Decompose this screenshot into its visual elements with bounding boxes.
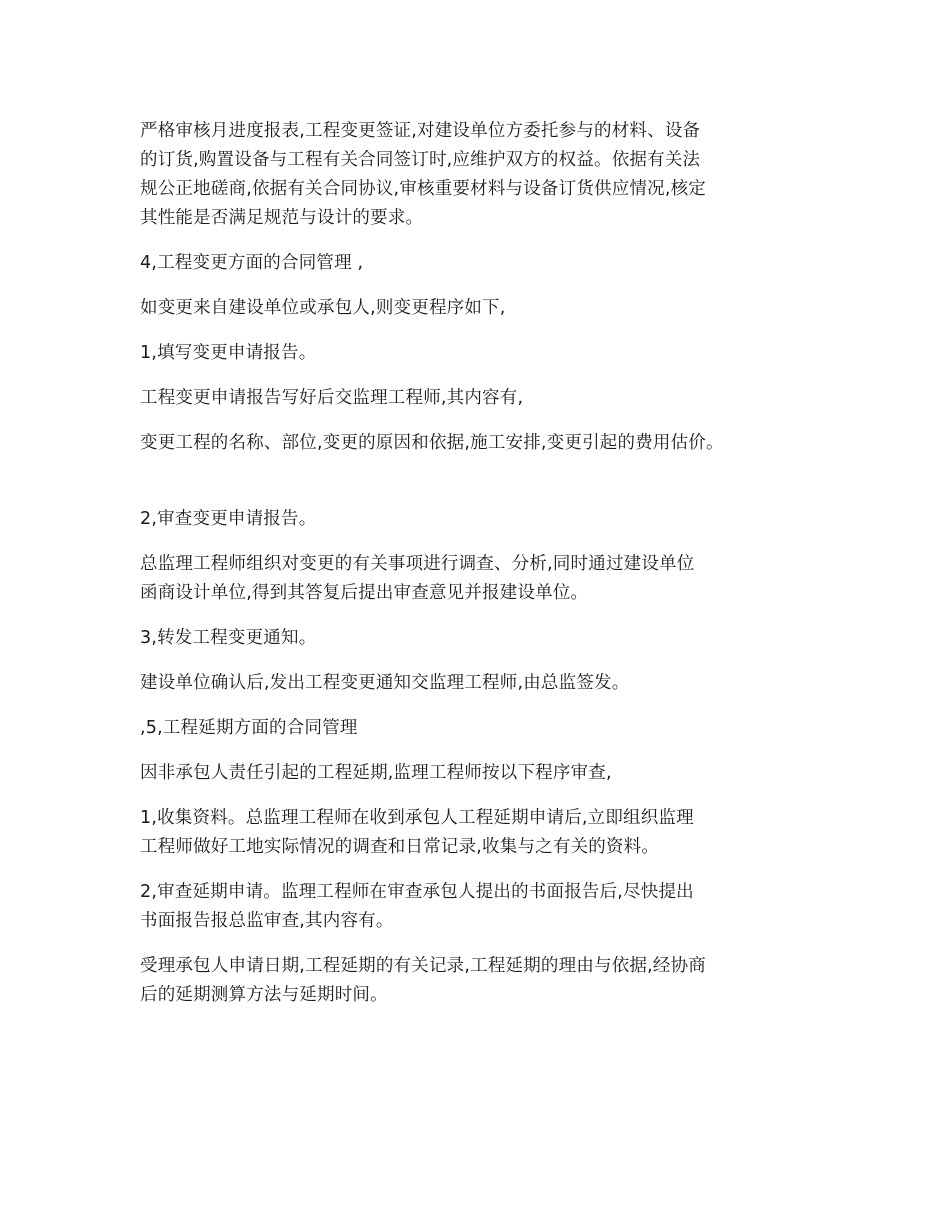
paragraph-material-review <box>140 117 830 233</box>
text-line: 其性能是否满足规范与设计的要求。 <box>140 208 424 228</box>
text-line: 规公正地磋商,依据有关合同协议,审核重要材料与设备订货供应情况,核定 <box>140 179 706 199</box>
text-line: 2,审查变更申请报告。 <box>140 509 317 529</box>
paragraph-report-submission <box>140 384 830 413</box>
paragraph-change-procedure-intro <box>140 294 830 323</box>
paragraph-report-contents <box>140 429 830 458</box>
step-heading-forward-notice <box>140 624 830 653</box>
text-line: 变更工程的名称、部位,变更的原因和依据,施工安排,变更引起的费用估价。 <box>140 433 724 453</box>
text-line: 因非承包人责任引起的工程延期,监理工程师按以下程序审查, <box>140 763 612 783</box>
text-line: 受理承包人申请日期,工程延期的有关记录,工程延期的理由与依据,经协商 <box>140 956 706 976</box>
document-body <box>140 117 830 1026</box>
text-line: ,5,工程延期方面的合同管理 <box>140 718 358 738</box>
text-line: 书面报告报总监审查,其内容有。 <box>140 911 394 931</box>
paragraph-review-delay-application <box>140 878 830 936</box>
text-line: 4,工程变更方面的合同管理 , <box>140 253 364 273</box>
text-line: 如变更来自建设单位或承包人,则变更程序如下, <box>140 298 506 318</box>
paragraph-delay-report-contents <box>140 952 830 1010</box>
text-line: 工程变更申请报告写好后交监理工程师,其内容有, <box>140 388 524 408</box>
text-line: 总监理工程师组织对变更的有关事项进行调查、分析,同时通过建设单位 <box>140 554 695 574</box>
step-heading-review-report <box>140 505 830 534</box>
paragraph-review-process <box>140 550 830 608</box>
section-heading-change-management <box>140 249 830 278</box>
step-heading-fill-report <box>140 339 830 368</box>
text-line: 2,审查延期申请。监理工程师在审查承包人提出的书面报告后,尽快提出 <box>140 882 694 902</box>
text-line: 工程师做好工地实际情况的调查和日常记录,收集与之有关的资料。 <box>140 837 660 857</box>
section-heading-delay-management <box>140 714 830 743</box>
paragraph-delay-procedure-intro <box>140 759 830 788</box>
text-line: 1,填写变更申请报告。 <box>140 343 317 363</box>
paragraph-notice-issuance <box>140 669 830 698</box>
text-line: 建设单位确认后,发出工程变更通知交监理工程师,由总监签发。 <box>140 673 630 693</box>
text-line: 的订货,购置设备与工程有关合同签订时,应维护双方的权益。依据有关法 <box>140 150 701 170</box>
text-line: 1,收集资料。总监理工程师在收到承包人工程延期申请后,立即组织监理 <box>140 808 694 828</box>
text-line: 函商设计单位,得到其答复后提出审查意见并报建设单位。 <box>140 583 589 603</box>
text-line: 严格审核月进度报表,工程变更签证,对建设单位方委托参与的材料、设备 <box>140 121 701 141</box>
text-line: 后的延期测算方法与延期时间。 <box>140 985 388 1005</box>
paragraph-collect-materials <box>140 804 830 862</box>
text-line: 3,转发工程变更通知。 <box>140 628 317 648</box>
